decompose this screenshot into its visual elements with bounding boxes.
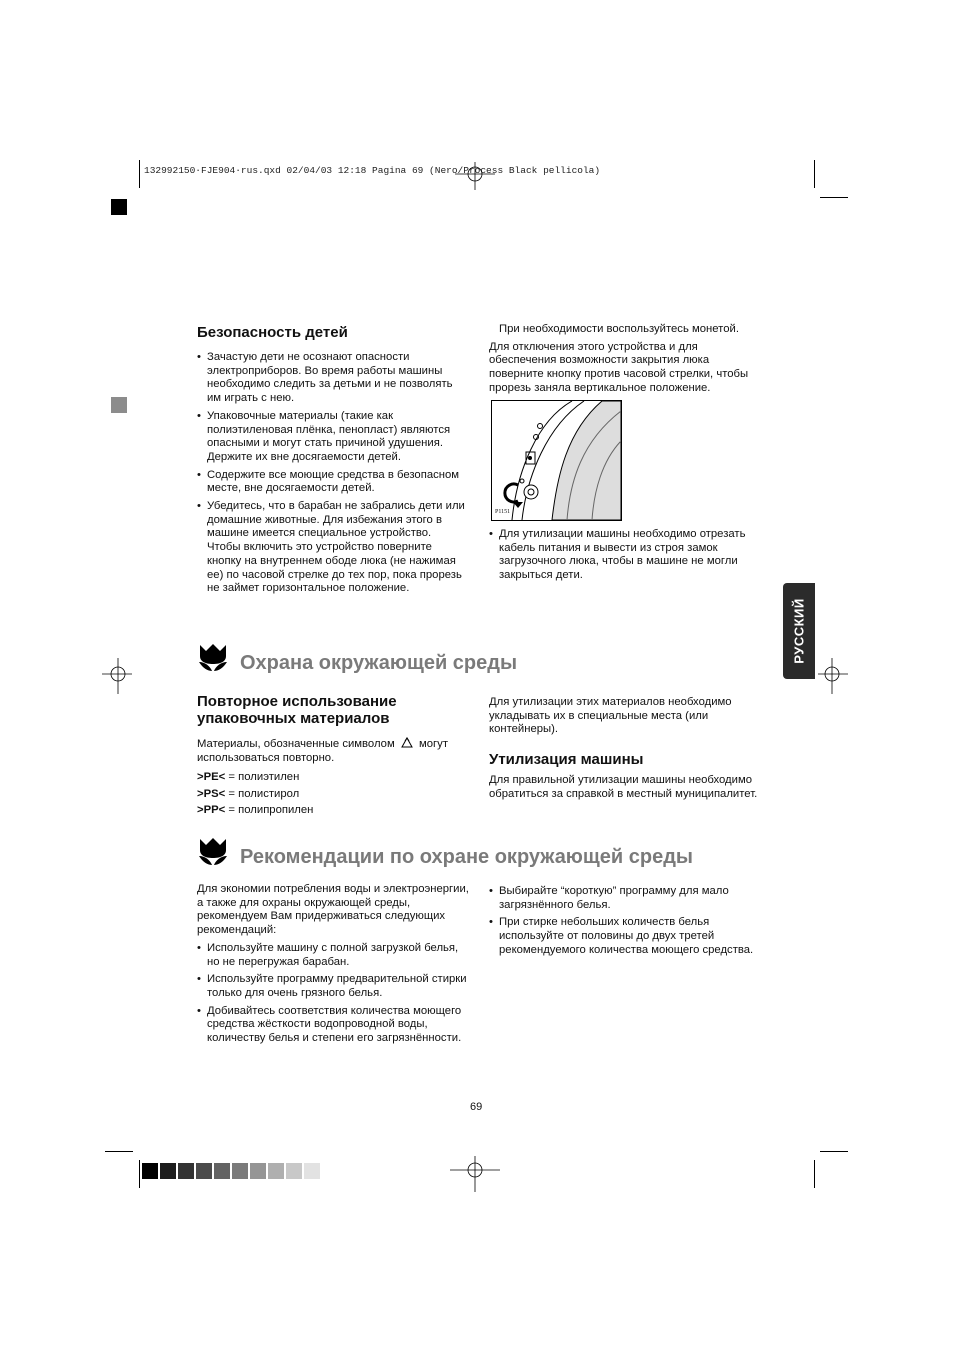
color-swatch: [160, 1163, 176, 1179]
list-item: • Упаковочные материалы (такие как полиэтиленовая плёнка, пенопласт) являются опасными и могут стать причиной удушения. Держите их вне досягаемости детей.: [197, 410, 467, 465]
list-item: • Используйте программу предварительной стирки только для очень грязного белья.: [197, 973, 469, 1000]
recycle-intro-end: могут использоваться повторно.: [197, 738, 448, 764]
disposal-warning: [489, 528, 759, 587]
material-row: [197, 804, 467, 818]
disable-device-text: Для отключения этого устройства и для обеспечения возможности закрытия люка поверните кнопку против часовой стрелки, чтобы прорезь заняла вертикальное положение.: [489, 340, 749, 394]
registration-mark-left: [102, 658, 132, 694]
color-swatch: [250, 1163, 266, 1179]
list-item: • Выбирайте “короткую” программу для мало загрязнённого белья.: [489, 885, 759, 912]
recommendations-right-list: [489, 885, 759, 958]
material-name: = полипропилен: [225, 803, 314, 816]
machine-disposal-column: [489, 696, 759, 802]
environment-title: Охрана окружающей среды: [240, 652, 518, 674]
color-swatch: [214, 1163, 230, 1179]
coin-note: При необходимости воспользуйтесь монетой.: [499, 323, 739, 335]
crop-mark: [139, 1160, 140, 1188]
registration-mark-top: [455, 162, 495, 190]
list-item: • Зачастую дети не осознают опасности электроприборов. Во время работы машины необходимо следить за детьми и не позволять им играть с нею.: [197, 351, 467, 406]
color-swatch: [196, 1163, 212, 1179]
crop-mark: [814, 160, 815, 188]
list-item: • Содержите все моющие средства в безопасном месте, вне досягаемости детей.: [197, 469, 467, 496]
machine-disposal-text: Для правильной утилизации машины необходимо обратиться за справкой в местный муниципалитет.: [489, 774, 758, 800]
packaging-column: [197, 693, 467, 818]
child-safety-left-column: [197, 324, 467, 600]
recommendations-right-column: [489, 885, 759, 962]
print-slug: 132992150·FJE904·rus.qxd 02/04/03 12:18 Pagina 69 (Nero/Process Black pellicola): [144, 165, 601, 176]
color-swatch: [268, 1163, 284, 1179]
machine-disposal-title: Утилизация машины: [489, 751, 644, 769]
color-swatch: [142, 1163, 158, 1179]
material-row: [197, 788, 467, 802]
crop-mark: [814, 1160, 815, 1188]
page-number: 69: [470, 1101, 483, 1113]
recommendations-title: Рекомендации по охране окружающей среды: [240, 846, 693, 868]
recommendations-intro: Для экономии потребления воды и электроэнергии, а также для охраны окружающей среды, рекомендуем Вам придерживаться следующих рекомендаций:: [197, 883, 469, 937]
material-name: = полиэтилен: [225, 771, 300, 784]
crop-mark: [820, 197, 848, 198]
list-item: • Для утилизации машины необходимо отрезать кабель питания и вывести из строя замок загрузочного люка, чтобы в машине не могли закрыться дети.: [489, 528, 759, 583]
gray-square-marker: [111, 397, 127, 413]
crop-mark: [139, 160, 140, 188]
material-code: >PS<: [197, 787, 226, 800]
registration-mark-right: [818, 658, 848, 694]
recycle-icon: [400, 737, 414, 749]
door-lock-illustration: [491, 400, 622, 521]
language-tab: [783, 583, 815, 679]
recommendations-left-list: [197, 942, 469, 1046]
child-safety-title: Безопасность детей: [197, 324, 348, 341]
tulip-icon: [197, 836, 229, 866]
recycle-intro-text: Материалы, обозначенные символом: [197, 738, 395, 750]
recommendations-left-column: [197, 883, 469, 1050]
list-item: • Используйте машину с полной загрузкой белья, но не перегружая барабан.: [197, 942, 469, 969]
material-code: >PP<: [197, 803, 226, 816]
registration-mark-bottom: [450, 1156, 500, 1192]
material-name: = полистирол: [225, 787, 300, 800]
color-swatch: [304, 1163, 320, 1179]
disposal-text: Для утилизации этих материалов необходимо укладывать их в специальные места (или контейнеры).: [489, 696, 732, 736]
language-tab-label: РУССКИЙ: [791, 598, 807, 664]
child-safety-list: [197, 351, 467, 596]
color-swatch: [232, 1163, 248, 1179]
crop-mark: [105, 1151, 133, 1152]
color-swatch: [178, 1163, 194, 1179]
material-row: [197, 771, 467, 785]
child-safety-right-column: [489, 323, 759, 396]
list-item: • При стирке небольших количеств белья используйте от половины до двух третей рекомендуемого количества моющего средства.: [489, 916, 759, 957]
figure-code: P1151: [495, 509, 511, 515]
color-swatch: [286, 1163, 302, 1179]
tulip-icon: [197, 642, 229, 672]
recycle-intro: [197, 737, 467, 765]
material-code: >PE<: [197, 771, 226, 784]
packaging-title: Повторное использование упаковочных материалов: [197, 693, 397, 727]
color-swatch-strip: [142, 1163, 320, 1179]
door-drawing-icon: [492, 401, 621, 520]
black-square-marker: [111, 199, 127, 215]
list-item: • Добивайтесь соответствия количества моющего средства жёсткости водопроводной воды, количеству белья и степени его загрязнённости.: [197, 1005, 469, 1046]
list-item: • Убедитесь, что в барабан не забрались дети или домашние животные. Для избежания этого в машине имеется специальное устройство. Чтобы включить это устройство поверните кнопку на внутреннем ободе люка (не нажимая ее) по часовой стрелке до тех пор, пока прорезь не займет горизонтальное положение.: [197, 500, 467, 596]
crop-mark: [820, 1151, 848, 1152]
